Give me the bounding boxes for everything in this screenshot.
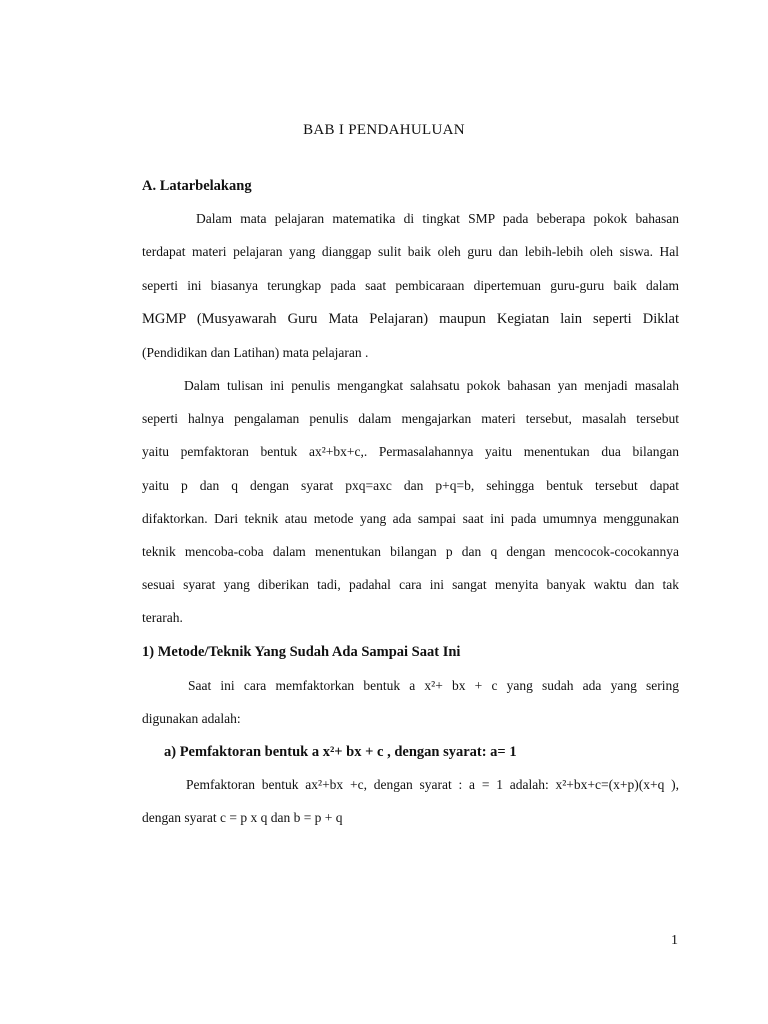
section-heading-latarbelakang: A. Latarbelakang [142, 178, 252, 194]
paragraph-line: terarah. [142, 610, 183, 625]
paragraph-line: sesuai syarat yang diberikan tadi, padahal cara ini sangat menyita banyak waktu dan tak [142, 577, 679, 592]
page-number: 1 [671, 933, 678, 948]
paragraph-line: seperti halnya pengalaman penulis dalam mengajarkan materi tersebut, masalah tersebut [142, 411, 679, 426]
paragraph-line: difaktorkan. Dari teknik atau metode yang ada sampai saat ini pada umumnya menggunakan [142, 511, 679, 526]
paragraph-line: yaitu pemfaktoran bentuk ax²+bx+c,. Permasalahannya yaitu menentukan dua bilangan [142, 444, 679, 459]
paragraph-line: terdapat materi pelajaran yang dianggap sulit baik oleh guru dan lebih-lebih oleh siswa. Hal [142, 244, 679, 259]
paragraph-line: teknik mencoba-coba dalam menentukan bilangan p dan q dengan mencocok-cocokannya [142, 544, 679, 559]
paragraph-line: Dalam tulisan ini penulis mengangkat salahsatu pokok bahasan yan menjadi masalah [184, 378, 679, 393]
paragraph-line: yaitu p dan q dengan syarat pxq=axc dan p+q=b, sehingga bentuk tersebut dapat [142, 478, 679, 493]
section-heading-metode: 1) Metode/Teknik Yang Sudah Ada Sampai Saat Ini [142, 644, 461, 660]
paragraph-line: Pemfaktoran bentuk ax²+bx +c, dengan syarat : a = 1 adalah: x²+bx+c=(x+p)(x+q ), [186, 777, 679, 792]
paragraph-line: digunakan adalah: [142, 711, 241, 726]
subsection-heading-pemfaktoran: a) Pemfaktoran bentuk a x²+ bx + c , dengan syarat: a= 1 [164, 744, 517, 760]
paragraph-line: seperti ini biasanya terungkap pada saat pembicaraan dipertemuan guru-guru baik dalam [142, 278, 679, 293]
paragraph-line: (Pendidikan dan Latihan) mata pelajaran . [142, 345, 369, 360]
paragraph-line: Dalam mata pelajaran matematika di tingkat SMP pada beberapa pokok bahasan [196, 211, 679, 226]
chapter-title: BAB I PENDAHULUAN [303, 122, 465, 138]
paragraph-line: MGMP (Musyawarah Guru Mata Pelajaran) maupun Kegiatan lain seperti Diklat [142, 311, 679, 327]
paragraph-line: Saat ini cara memfaktorkan bentuk a x²+ bx + c yang sudah ada yang sering [188, 678, 679, 693]
paragraph-line: dengan syarat c = p x q dan b = p + q [142, 810, 343, 825]
